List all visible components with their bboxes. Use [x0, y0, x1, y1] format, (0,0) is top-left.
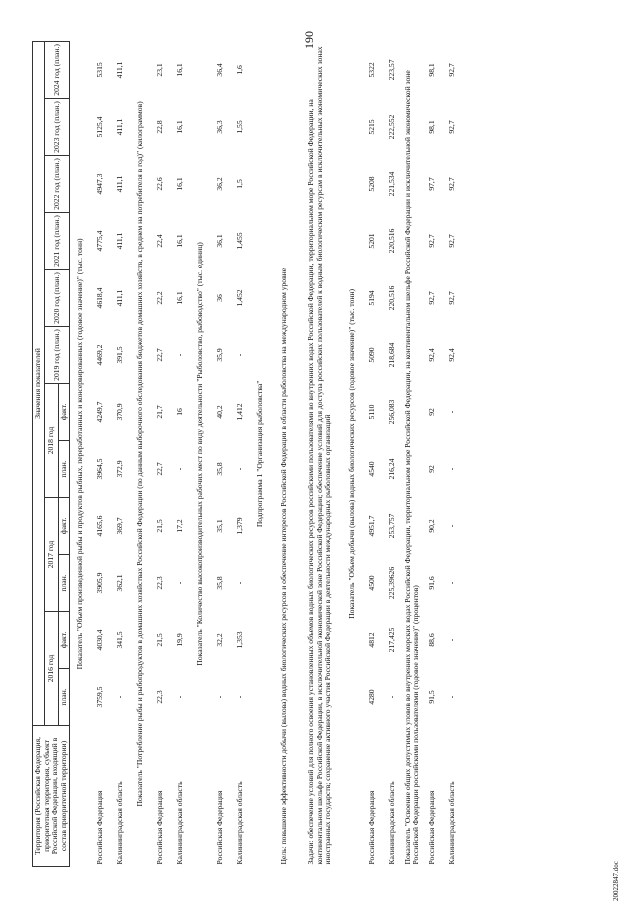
fact-subheader: факт.: [58, 498, 70, 555]
value-cell: 36,2: [214, 177, 224, 191]
value-cell: 22,3: [154, 576, 164, 590]
value-cell: -: [234, 353, 244, 357]
document-id: 20022847.doc: [612, 861, 620, 901]
plan-year-header: 2020 год (план.): [44, 270, 70, 327]
goal-row: [270, 41, 298, 866]
value-cell: 22,6: [154, 177, 164, 191]
value-cell: -: [234, 581, 244, 585]
value-cell: -: [446, 638, 456, 642]
subprogram-row: [250, 41, 270, 866]
value-cell: 98,1: [426, 63, 436, 77]
value-cell: 91,6: [426, 576, 436, 590]
territory-name: Российская Федерация: [426, 790, 436, 865]
value-cell: 16,1: [174, 291, 184, 305]
value-cell: 223,57: [386, 59, 396, 81]
value-cell: 98,1: [426, 120, 436, 134]
value-cell: 22,4: [154, 234, 164, 248]
value-cell: 256,083: [386, 399, 396, 425]
territory-name: Калининградская область: [234, 781, 244, 865]
territory-name: Калининградская область: [174, 781, 184, 865]
value-cell: 16,1: [174, 177, 184, 191]
value-cell: 21,5: [154, 519, 164, 533]
value-cell: 391,5: [114, 346, 124, 364]
value-cell: 4469,2: [94, 344, 104, 366]
value-cell: 92,7: [446, 291, 456, 305]
value-cell: 1,455: [234, 232, 244, 250]
table-body: [70, 41, 463, 866]
plan-year-header: 2024 год (план.): [44, 41, 70, 98]
plan-subheader: план.: [58, 555, 70, 612]
territory-name: Калининградская область: [446, 781, 456, 865]
table-row: [382, 41, 402, 866]
table-row: [422, 41, 442, 866]
territory-header: Территория (Российская Федерация, приоритетная территория, субъект Российской Федерации, входящий в состав приоритетной территории): [33, 726, 70, 867]
value-cell: 411,1: [114, 289, 124, 307]
plan-year-header: 2022 год (план.): [44, 156, 70, 213]
value-cell: 92,7: [446, 63, 456, 77]
value-cell: 23,1: [154, 63, 164, 77]
value-cell: 1,353: [234, 631, 244, 649]
value-cell: 221,534: [386, 171, 396, 197]
value-cell: 341,5: [114, 631, 124, 649]
value-cell: 91,5: [426, 690, 436, 704]
value-cell: 4249,7: [94, 401, 104, 423]
value-cell: 369,7: [114, 517, 124, 535]
indicator-row: [402, 41, 422, 866]
value-cell: 22,8: [154, 120, 164, 134]
value-cell: 225,39626: [386, 566, 396, 600]
value-cell: 253,757: [386, 513, 396, 539]
value-cell: 4030,4: [94, 629, 104, 651]
territory-name: Российская Федерация: [366, 790, 376, 865]
value-cell: 92,7: [426, 234, 436, 248]
value-cell: -: [174, 695, 184, 699]
goal-text: Цель: повышение эффективности добычи (вылова) водных биологических ресурсов и обеспечение интересов Российской Федерации в области рыболовства на международном уровне: [278, 267, 288, 865]
value-cell: 220,516: [386, 285, 396, 311]
value-cell: 92,7: [446, 234, 456, 248]
value-cell: 22,7: [154, 462, 164, 476]
value-cell: -: [234, 467, 244, 471]
year-header: 2016 год: [44, 612, 58, 726]
value-cell: 362,1: [114, 574, 124, 592]
value-cell: 4280: [366, 689, 376, 705]
value-cell: 4540: [366, 461, 376, 477]
value-cell: 5315: [94, 62, 104, 78]
indicator-row: [190, 41, 210, 866]
value-cell: 35,9: [214, 348, 224, 362]
value-cell: 4812: [366, 632, 376, 648]
value-cell: 22,2: [154, 291, 164, 305]
value-cell: -: [446, 581, 456, 585]
indicator-text: Показатель "Освоение общих допустимых уловов во внутренних морских водах Российской Федерации, территориальном море Российской Федерации, на континентальном шельфе Российской Федерации и исключительной экономической зоне Российской Федерации российскими пользователями (годовое значение)" (процентов): [402, 70, 420, 865]
task-text: Задачи: обеспечение условий для полного освоения установленных объемов водных биологических ресурсов российскими пользователями во внутренних водах Российской Федерации, территориальном море Российской Федерации, на континентальном шельфе Российской Федерации, в исключительной экономической зоне Российской Федерации; обеспечение условий для доступа российских пользователей к водным биологическим ресурсам в исключительных экономических зонах иностранных государств; сохранение активного участия Российской Федерации в деятельности международных рыболовных организаций: [306, 46, 333, 865]
plan-year-header: 2021 год (план.): [44, 213, 70, 270]
value-cell: 16,1: [174, 234, 184, 248]
value-cell: 5201: [366, 233, 376, 249]
value-cell: 35,8: [214, 462, 224, 476]
table-row: [362, 41, 382, 866]
territory-name: Российская Федерация: [154, 790, 164, 865]
value-cell: 19,9: [174, 633, 184, 647]
table-row: [230, 41, 250, 866]
value-cell: 3964,5: [94, 458, 104, 480]
value-cell: 411,1: [114, 61, 124, 79]
value-cell: 92,7: [446, 177, 456, 191]
table-row: [170, 41, 190, 866]
value-cell: 32,2: [214, 633, 224, 647]
values-group-header: Значения показателей: [33, 41, 45, 725]
plan-year-header: 2023 год (план.): [44, 99, 70, 156]
value-cell: 1,6: [234, 65, 244, 75]
indicator-text: Показатель "Объем произведенной рыбы и продуктов рыбных, переработанных и консервированных (годовое значение)" (тыс. тонн): [74, 238, 84, 670]
table-header: [33, 41, 70, 866]
territory-name: Российская Федерация: [214, 790, 224, 865]
value-cell: 35,8: [214, 576, 224, 590]
value-cell: 88,6: [426, 633, 436, 647]
value-cell: 5090: [366, 347, 376, 363]
table-row: [110, 41, 130, 866]
value-cell: 36,1: [214, 234, 224, 248]
task-row: [298, 41, 342, 866]
value-cell: -: [234, 695, 244, 699]
indicator-row: [70, 41, 91, 866]
territory-name: Российская Федерация: [94, 790, 104, 865]
fact-subheader: факт.: [58, 384, 70, 441]
value-cell: 16,1: [174, 63, 184, 77]
value-cell: -: [446, 467, 456, 471]
value-cell: 92,7: [446, 120, 456, 134]
value-cell: 216,24: [386, 458, 396, 480]
value-cell: 92,4: [446, 348, 456, 362]
territory-name: Калининградская область: [386, 781, 396, 865]
value-cell: 5215: [366, 119, 376, 135]
value-cell: 16: [174, 408, 184, 416]
value-cell: 92,4: [426, 348, 436, 362]
value-cell: 92,7: [426, 291, 436, 305]
value-cell: 4947,3: [94, 173, 104, 195]
plan-subheader: план.: [58, 441, 70, 498]
value-cell: 16,1: [174, 120, 184, 134]
value-cell: 1,412: [234, 403, 244, 421]
value-cell: 218,684: [386, 342, 396, 368]
value-cell: 4500: [366, 575, 376, 591]
value-cell: 220,516: [386, 228, 396, 254]
value-cell: 5322: [366, 62, 376, 78]
territory-name: Калининградская область: [114, 781, 124, 865]
value-cell: 35,1: [214, 519, 224, 533]
value-cell: 1,379: [234, 517, 244, 535]
value-cell: -: [174, 467, 184, 471]
value-cell: 40,2: [214, 405, 224, 419]
value-cell: -: [174, 581, 184, 585]
year-header: 2018 год: [44, 384, 58, 498]
value-cell: 5208: [366, 176, 376, 192]
plan-year-header: 2019 год (план.): [44, 327, 70, 384]
indicators-table: [32, 41, 462, 867]
table-row: [442, 41, 462, 866]
value-cell: 370,9: [114, 403, 124, 421]
value-cell: -: [446, 695, 456, 699]
value-cell: 222,552: [386, 114, 396, 140]
indicator-text: Показатель "Объем добычи (вылова) водных биологических ресурсов (годовое значение)" (тыс. тонн): [346, 289, 356, 619]
value-cell: 4775,4: [94, 230, 104, 252]
indicator-text: Показатель "Потребление рыбы и рыбопродуктов в домашних хозяйствах Российской Федерации (по данным выборочного обследования бюджетов домашних хозяйств, в среднем на потребителя в год)" (килограммов): [134, 101, 144, 807]
value-cell: 21,5: [154, 633, 164, 647]
value-cell: 1,452: [234, 289, 244, 307]
value-cell: 5125,4: [94, 116, 104, 138]
year-header: 2017 год: [44, 498, 58, 612]
value-cell: -: [386, 695, 396, 699]
value-cell: -: [174, 353, 184, 357]
value-cell: 36,3: [214, 120, 224, 134]
indicator-text: Показатель "Количество высокопроизводительных рабочих мест по виду деятельности "Рыболовство, рыбоводство" (тыс. единиц): [194, 242, 204, 666]
value-cell: -: [114, 695, 124, 699]
value-cell: 22,3: [154, 690, 164, 704]
value-cell: 1,5: [234, 179, 244, 189]
value-cell: 411,1: [114, 232, 124, 250]
value-cell: 411,1: [114, 118, 124, 136]
table-row: [210, 41, 230, 866]
table-row: [90, 41, 110, 866]
plan-subheader: план.: [58, 669, 70, 726]
value-cell: -: [214, 695, 224, 699]
subprogram-text: Подпрограмма 1 "Организация рыболовства": [254, 380, 264, 528]
value-cell: 372,9: [114, 460, 124, 478]
value-cell: 411,1: [114, 175, 124, 193]
value-cell: 36: [214, 294, 224, 302]
value-cell: 21,7: [154, 405, 164, 419]
value-cell: 36,4: [214, 63, 224, 77]
value-cell: 217,425: [386, 627, 396, 653]
value-cell: 92: [426, 465, 436, 473]
value-cell: 4951,7: [366, 515, 376, 537]
value-cell: 22,7: [154, 348, 164, 362]
value-cell: -: [446, 524, 456, 528]
page-number: 190: [302, 31, 316, 49]
value-cell: 1,55: [234, 120, 244, 134]
value-cell: 5194: [366, 290, 376, 306]
value-cell: 4618,4: [94, 287, 104, 309]
value-cell: 92: [426, 408, 436, 416]
fact-subheader: факт.: [58, 612, 70, 669]
value-cell: 3905,9: [94, 572, 104, 594]
indicator-row: [130, 41, 150, 866]
value-cell: 17,2: [174, 519, 184, 533]
table-row: [150, 41, 170, 866]
value-cell: 97,7: [426, 177, 436, 191]
value-cell: 3759,5: [94, 686, 104, 708]
value-cell: 4165,6: [94, 515, 104, 537]
value-cell: -: [446, 410, 456, 414]
value-cell: 90,2: [426, 519, 436, 533]
value-cell: 5110: [366, 404, 376, 420]
indicator-row: [342, 41, 362, 866]
